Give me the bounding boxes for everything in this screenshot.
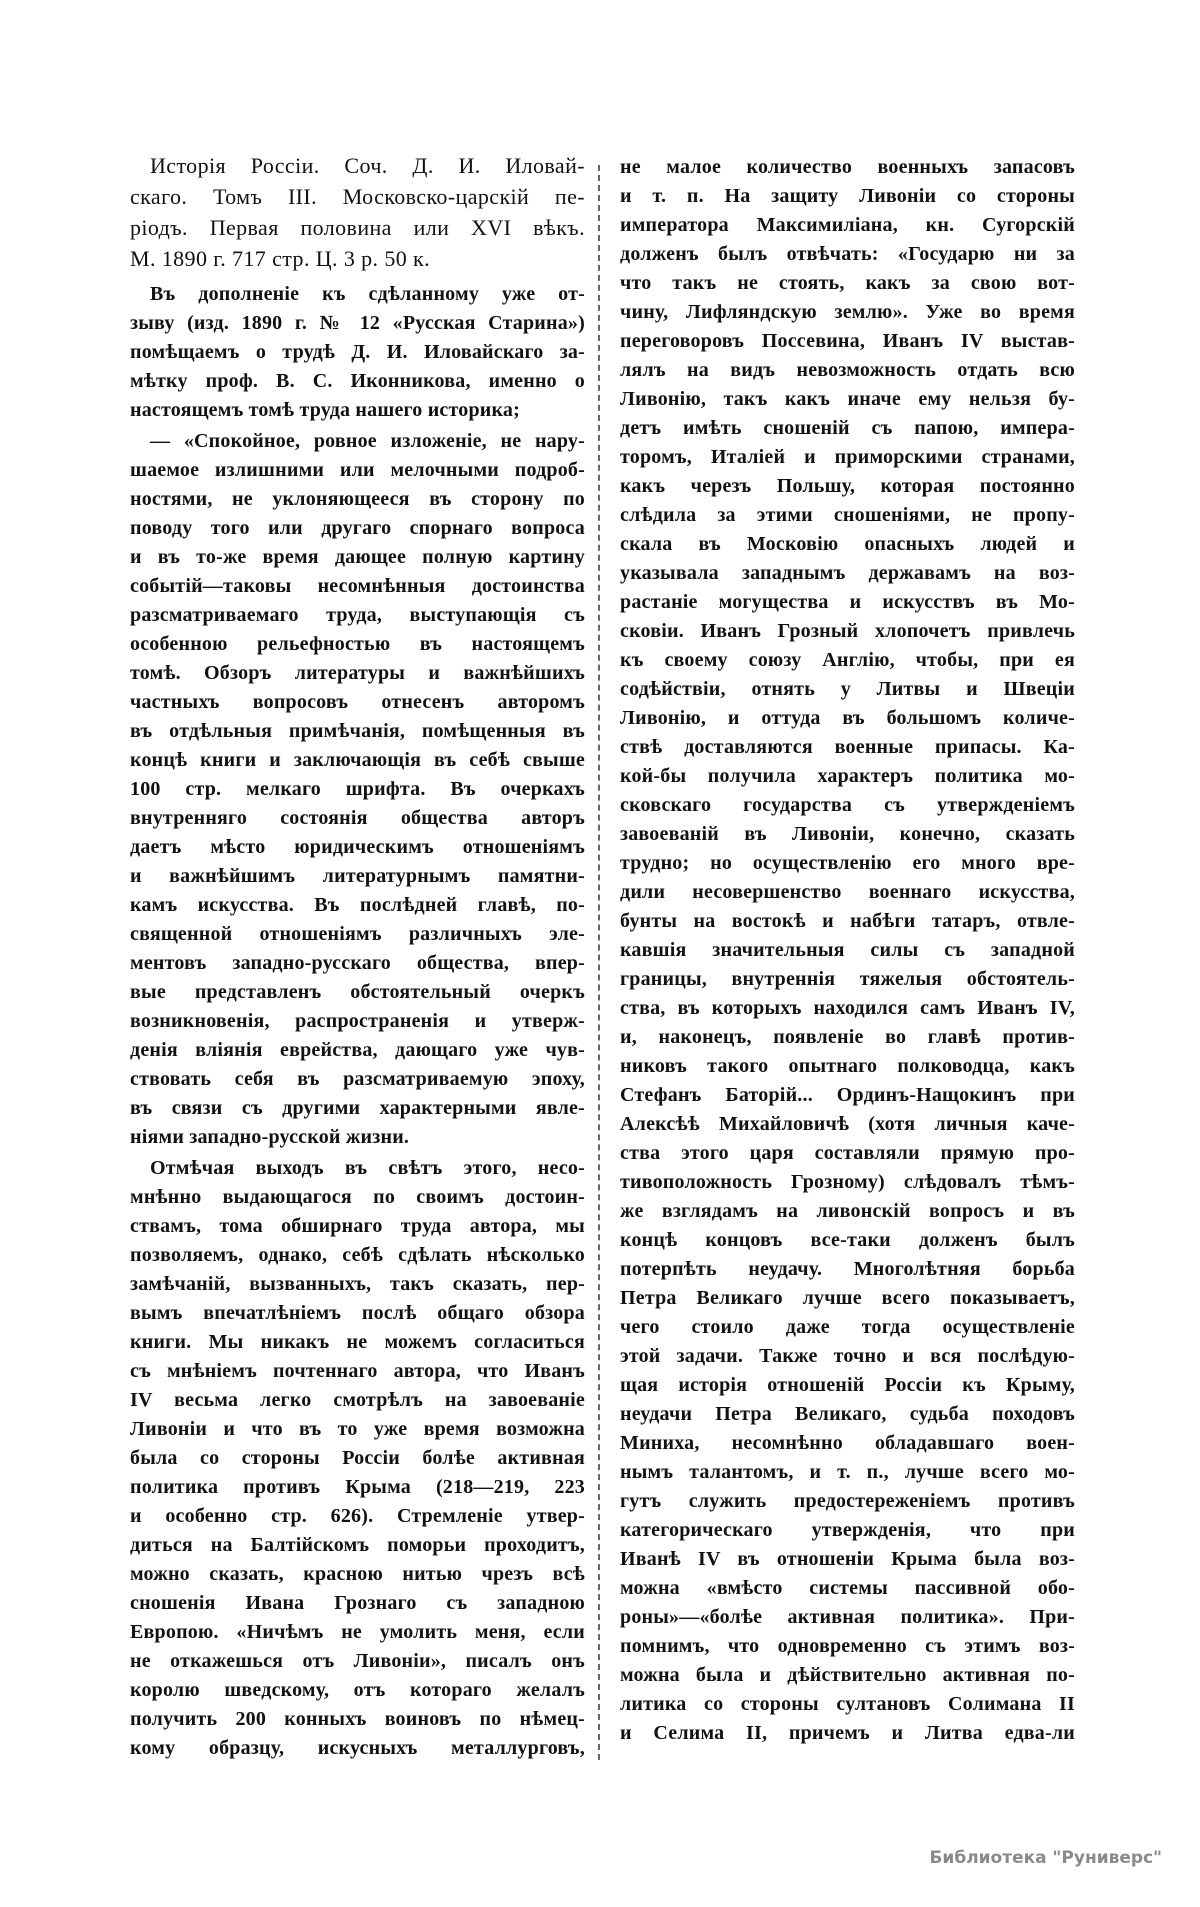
text-line: М. 1890 г. 717 стр. Ц. 3 р. 50 к. <box>130 246 431 271</box>
text-line: щая исторія отношеній Россіи къ Крыму, <box>620 1374 1075 1396</box>
text-line: потерпѣть неудачу. Многолѣтняя борьба <box>620 1258 1075 1280</box>
text-line: детъ имѣть сношеній съ папою, импера- <box>620 417 1075 439</box>
paragraph <box>130 427 585 1152</box>
text-line: чего стоило даже тогда осуществленіе <box>620 1316 1075 1338</box>
text-line: была со стороны Россіи болѣе активная <box>130 1447 585 1469</box>
text-line: ніями западно-русской жизни. <box>130 1126 410 1148</box>
text-line: Петра Великаго лучше всего показываетъ, <box>620 1287 1075 1309</box>
text-line: королю шведскому, отъ котораго желалъ <box>130 1679 585 1701</box>
text-line: вымъ впечатлѣніемъ послѣ общаго обзора <box>130 1302 585 1324</box>
right-column <box>620 153 1075 1748</box>
text-line: же взглядамъ на ливонскій вопросъ и въ <box>620 1200 1075 1222</box>
text-line: помѣщаемъ о трудѣ Д. И. Иловайскаго за- <box>130 341 585 363</box>
text-line: ства этого царя составляли прямую про- <box>620 1142 1075 1164</box>
text-line: не малое количество военныхъ запасовъ <box>620 156 1075 178</box>
library-watermark: Библиотека "Руниверс" <box>929 1848 1162 1868</box>
text-line: событій—таковы несомнѣнныя достоинства <box>130 575 585 597</box>
text-line: вые представленъ обстоятельный очеркъ <box>130 981 585 1003</box>
text-line: — «Спокойное, ровное изложеніе, не нару- <box>150 430 585 452</box>
text-line: долженъ былъ отвѣчать: «Государю ни за <box>620 243 1075 265</box>
text-line: диться на Балтійскомъ поморьи проходитъ, <box>130 1534 585 1556</box>
text-line: содѣйствіи, отнять у Литвы и Швеціи <box>620 678 1075 700</box>
text-line: денія вліянія еврейства, дающаго уже чув- <box>130 1039 585 1061</box>
text-line: Миниха, несомнѣнно обладавшаго воен- <box>620 1432 1075 1454</box>
text-line: кой-бы получила характеръ политика мо- <box>620 765 1075 787</box>
text-line: тивоположность Грозному) слѣдовалъ тѣмъ- <box>620 1171 1075 1193</box>
text-line: и Селима II, причемъ и Литва едва-ли <box>620 1722 1075 1744</box>
text-line: и т. п. На защиту Ливоніи со стороны <box>620 185 1075 207</box>
text-line: съ мнѣніемъ почтеннаго автора, что Иванъ <box>130 1360 585 1382</box>
text-line: мнѣнно выдающагося по своимъ достоин- <box>130 1186 585 1208</box>
text-line: слѣдила за этими сношеніями, не пропу- <box>620 504 1075 526</box>
text-line: никовъ такого опытнаго полководца, какъ <box>620 1055 1075 1077</box>
text-line: Иванѣ IV въ отношеніи Крыма была воз- <box>620 1548 1075 1570</box>
text-line: переговоровъ Поссевина, Иванъ IV выстав- <box>620 330 1075 352</box>
left-column <box>130 150 585 1763</box>
text-line: замѣчаній, вызванныхъ, такъ сказать, пер- <box>130 1273 585 1295</box>
text-line: Ливонію, такъ какъ иначе ему нельзя бу- <box>620 388 1075 410</box>
text-line: ствѣ доставляются военные припасы. Ка- <box>620 736 1075 758</box>
text-line: чину, Лифляндскую землю». Уже во время <box>620 301 1075 323</box>
paragraph <box>620 153 1075 1748</box>
text-line: неудачи Петра Великаго, судьба походовъ <box>620 1403 1075 1425</box>
text-line: возникновенія, распространенія и утверж- <box>130 1010 585 1032</box>
text-line: нымъ талантомъ, и т. п., лучше всего мо- <box>620 1461 1075 1483</box>
text-line: скаго. Томъ III. Московско-царскій пе- <box>130 184 585 209</box>
text-line: Отмѣчая выходъ въ свѣтъ этого, несо- <box>150 1157 585 1179</box>
text-line: мѣтку проф. В. С. Иконникова, именно о <box>130 370 585 392</box>
text-line: этой задачи. Также точно и вся послѣдую- <box>620 1345 1075 1367</box>
text-line: что такъ не стоять, какъ за свою вот- <box>620 272 1075 294</box>
text-line: Европою. «Ничѣмъ не умолить меня, если <box>130 1621 585 1643</box>
text-line: завоеваній въ Ливоніи, конечно, сказать <box>620 823 1075 845</box>
text-line: ства, въ которыхъ находился самъ Иванъ IV, <box>620 997 1075 1019</box>
text-line: лялъ на видъ невозможность отдать всю <box>620 359 1075 381</box>
text-line: зыву (изд. 1890 г. № 12 «Русская Старина») <box>130 312 585 334</box>
text-line: литика со стороны султановъ Солимана II <box>620 1693 1075 1715</box>
text-line: IV весьма легко смотрѣлъ на завоеваніе <box>130 1389 585 1411</box>
text-line: гутъ служить предостереженіемъ противъ <box>620 1490 1075 1512</box>
text-line: настоящемъ томѣ труда нашего историка; <box>130 399 520 421</box>
paragraph <box>130 280 585 425</box>
column-divider <box>598 165 600 1760</box>
text-line: императора Максимиліана, кн. Сугорскій <box>620 214 1075 236</box>
text-line: Алексѣѣ Михайловичѣ (хотя личныя каче- <box>620 1113 1075 1135</box>
text-line: и важнѣйшимъ литературнымъ памятни- <box>130 865 585 887</box>
text-line: бунты на востокѣ и набѣги татаръ, отвле- <box>620 910 1075 932</box>
text-line: особенною рельефностью въ настоящемъ <box>130 633 585 655</box>
text-line: камъ искусства. Въ послѣдней главѣ, по- <box>130 894 585 916</box>
text-line: ствамъ, тома обширнаго труда автора, мы <box>130 1215 585 1237</box>
text-line: Ливонію, и оттуда въ большомъ количе- <box>620 707 1075 729</box>
text-line: ствовать себя въ разсматриваемую эпоху, <box>130 1068 585 1090</box>
text-line: политика противъ Крыма (218—219, 223 <box>130 1476 585 1498</box>
text-line: растаніе могущества и искусствъ въ Мо- <box>620 591 1075 613</box>
text-line: и въ то-же время дающее полную картину <box>130 546 585 568</box>
text-line: кому образцу, искусныхъ металлурговъ, <box>130 1737 585 1759</box>
text-line: въ связи съ другими характерными явле- <box>130 1097 585 1119</box>
text-line: позволяемъ, однако, себѣ сдѣлать нѣсколько <box>130 1244 585 1266</box>
text-line: къ своему союзу Англію, чтобы, при ея <box>620 649 1075 671</box>
text-line: помнимъ, что одновременно съ этимъ воз- <box>620 1635 1075 1657</box>
text-line: Стефанъ Баторій... Ординъ-Нащокинъ при <box>620 1084 1075 1106</box>
text-line: и особенно стр. 626). Стремленіе утвер- <box>130 1505 585 1527</box>
text-line: можна была и дѣйствительно активная по- <box>620 1664 1075 1686</box>
text-line: границы, внутреннія тяжелыя обстоятель- <box>620 968 1075 990</box>
text-line: кавшія значительныя силы съ западной <box>620 939 1075 961</box>
text-line: можна «вмѣсто системы пассивной обо- <box>620 1577 1075 1599</box>
text-line: дили несовершенство военнаго искусства, <box>620 881 1075 903</box>
text-line: получить 200 конныхъ воиновъ по нѣмец- <box>130 1708 585 1730</box>
text-line: частныхъ вопросовъ отнесенъ авторомъ <box>130 691 585 713</box>
text-line: въ отдѣльныя примѣчанія, помѣщенныя въ <box>130 720 585 742</box>
text-line: можно сказать, красною нитью чрезъ всѣ <box>130 1563 585 1585</box>
text-line: указывала западнымъ державамъ на воз- <box>620 562 1075 584</box>
text-line: скала въ Московію опасныхъ людей и <box>620 533 1075 555</box>
text-line: и, наконецъ, появленіе во главѣ против- <box>620 1026 1075 1048</box>
text-line: ностями, не уклоняющееся въ сторону по <box>130 488 585 510</box>
text-line: концѣ концовъ все-таки долженъ былъ <box>620 1229 1075 1251</box>
paragraph <box>130 1154 585 1763</box>
text-line: книги. Мы никакъ не можемъ согласиться <box>130 1331 585 1353</box>
text-line: концѣ книги и заключающія въ себѣ свыше <box>130 749 585 771</box>
text-line: даетъ мѣсто юридическимъ отношеніямъ <box>130 836 585 858</box>
text-line: ментовъ западно-русскаго общества, впер- <box>130 952 585 974</box>
text-line: внутренняго состоянія общества авторъ <box>130 807 585 829</box>
review-heading <box>130 150 585 274</box>
text-line: Въ дополненіе къ сдѣланному уже от- <box>150 283 585 305</box>
text-line: томѣ. Обзоръ литературы и важнѣйшихъ <box>130 662 585 684</box>
text-line: ріодъ. Первая половина или XVI вѣкъ. <box>130 215 585 240</box>
text-line: шаемое излишними или мелочными подроб- <box>130 459 585 481</box>
text-line: сковіи. Иванъ Грозный хлопочетъ привлечь <box>620 620 1075 642</box>
text-line: категорическаго утвержденія, что при <box>620 1519 1075 1541</box>
text-line: не откажешься отъ Ливоніи», писалъ онъ <box>130 1650 585 1672</box>
text-line: 100 стр. мелкаго шрифта. Въ очеркахъ <box>130 778 585 800</box>
text-line: поводу того или другаго спорнаго вопроса <box>130 517 585 539</box>
text-line: торомъ, Италіей и приморскими странами, <box>620 446 1075 468</box>
text-line: сковскаго государства съ утвержденіемъ <box>620 794 1075 816</box>
text-line: роны»—«болѣе активная политика». При- <box>620 1606 1075 1628</box>
text-line: Ливоніи и что въ то уже время возможна <box>130 1418 585 1440</box>
text-line: трудно; но осуществленію его много вре- <box>620 852 1075 874</box>
text-line: разсматриваемаго труда, выступающія съ <box>130 604 585 626</box>
text-line: сношенія Ивана Грознаго съ западною <box>130 1592 585 1614</box>
text-line: Исторія Россіи. Соч. Д. И. Иловай- <box>150 153 585 178</box>
text-line: какъ черезъ Польшу, которая постоянно <box>620 475 1075 497</box>
text-line: священной отношеніямъ различныхъ эле- <box>130 923 585 945</box>
